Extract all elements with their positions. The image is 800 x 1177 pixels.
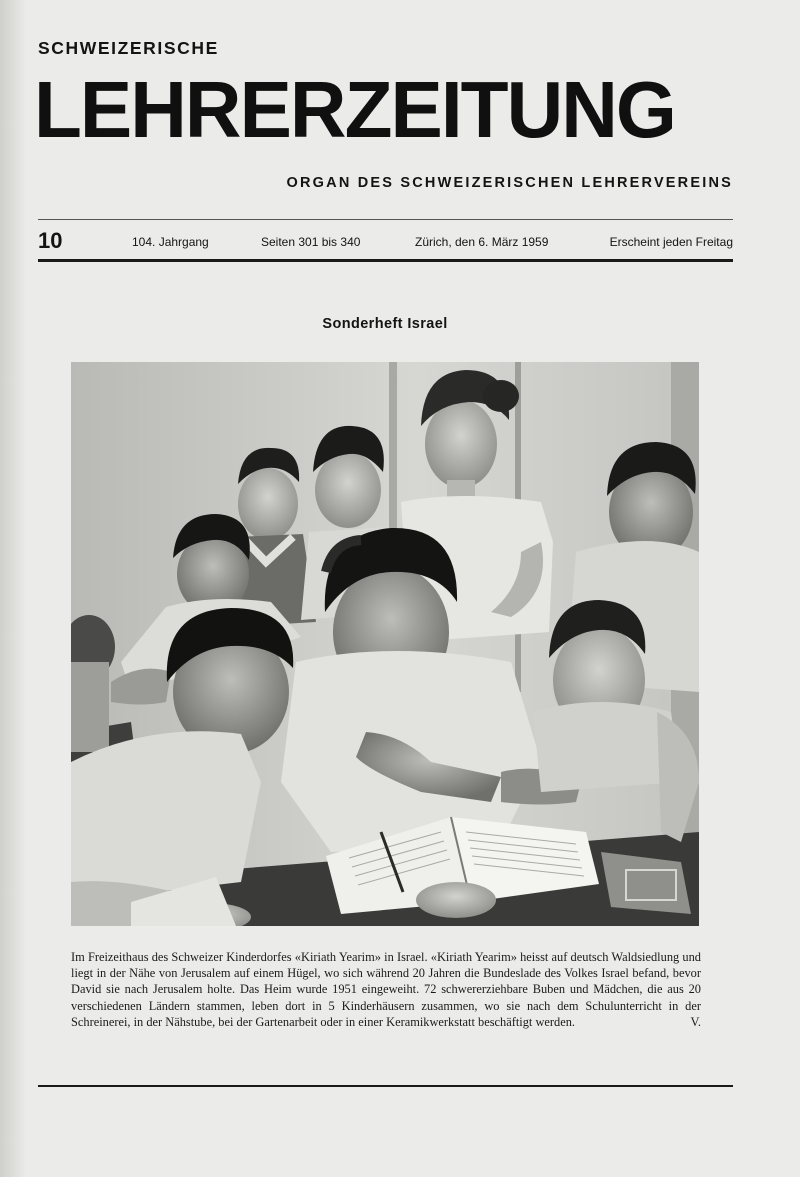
- masthead-top-line: SCHWEIZERISCHE: [38, 38, 219, 58]
- issue-number: 10: [38, 228, 63, 253]
- header-divider-thick: [38, 259, 733, 262]
- issue-pages: Seiten 301 bis 340: [261, 235, 361, 249]
- photo-caption: [71, 949, 701, 1030]
- special-issue-title: Sonderheft Israel: [322, 316, 448, 332]
- issue-volume: 104. Jahrgang: [132, 235, 209, 249]
- page-edge-shadow: [0, 0, 26, 1177]
- footer-divider: [38, 1085, 733, 1087]
- masthead-title: LEHRERZEITUNG: [34, 65, 675, 154]
- photo-caption-author-initial: V.: [690, 1014, 701, 1029]
- issue-frequency: Erscheint jeden Freitag: [609, 235, 733, 249]
- issue-info-bar: [38, 226, 733, 254]
- issue-place-date: Zürich, den 6. März 1959: [415, 235, 549, 249]
- photo-caption-text: Im Freizeithaus des Schweizer Kinderdorfes «Kiriath Yearim» in Israel. «Kiriath Yearim» heisst auf deutsch Waldsiedlung und liegt in der Nähe von Jerusalem auf einem Hügel, wo sich während 20 Jahren die Bundeslade des Volkes Israel befand, bevor David sie nach Jerusalem holte. Das Heim wurde 1951 eingeweiht. 72 schwererziehbare Buben und Mädchen, die aus 20 verschiedenen Ländern stammen, leben dort in 5 Kinderhäusern zusammen, wo sie nach dem Schulunterricht in der Schreinerei, in der Nähstube, bei der Gartenarbeit oder in einer Keramikwerkstatt beschäftigt werden.: [71, 950, 701, 1029]
- header-divider-thin: [38, 219, 733, 220]
- cover-photo: [71, 362, 699, 926]
- masthead-subtitle: ORGAN DES SCHWEIZERISCHEN LEHRERVEREINS: [286, 175, 733, 191]
